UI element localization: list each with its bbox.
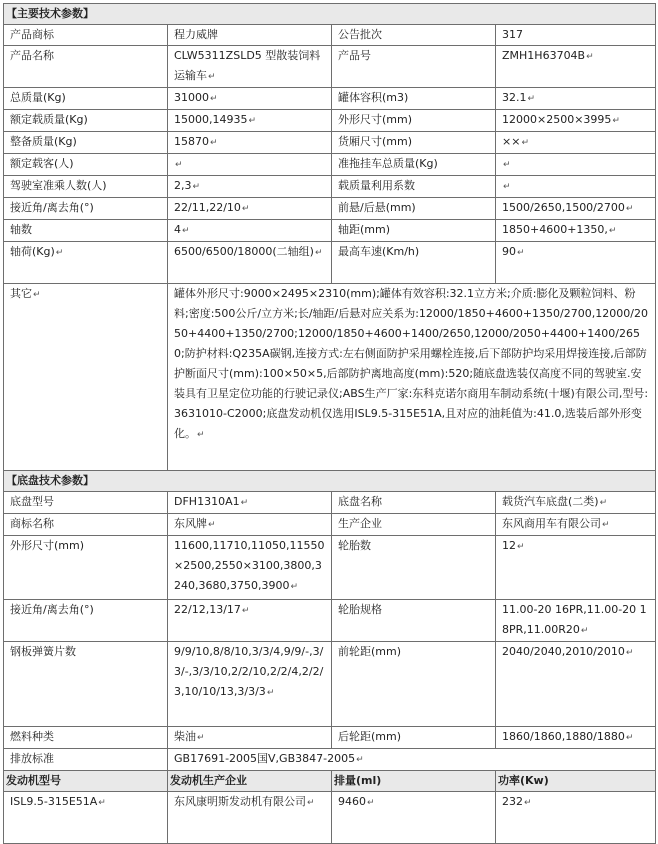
param-value: [496, 727, 656, 749]
param-value-text: ZMH1H63704B: [502, 49, 586, 62]
param-value-text: 22/12,13/17: [174, 603, 241, 616]
param-value: [168, 154, 332, 176]
param-value: [496, 642, 656, 727]
param-value: [496, 514, 656, 536]
param-value-text: 2040/2040,2010/2010: [502, 645, 625, 658]
param-label: [332, 88, 496, 110]
param-value-text: 31000: [174, 91, 209, 104]
param-value: [168, 25, 332, 46]
emission-value: [168, 749, 656, 771]
param-label-text: 后轮距(mm): [338, 730, 402, 743]
param-label: [4, 110, 168, 132]
param-label-text: 前悬/后悬(mm): [338, 201, 416, 214]
param-label: [4, 132, 168, 154]
param-value: [168, 132, 332, 154]
engine-column-header-text: 发动机型号: [6, 774, 61, 787]
param-label-text: 最高车速(Km/h): [338, 245, 420, 258]
param-value: [496, 88, 656, 110]
param-label: [4, 492, 168, 514]
param-value: [168, 727, 332, 749]
param-label-text: 额定载质量(Kg): [10, 113, 88, 126]
param-label-text: 外形尺寸(mm): [10, 539, 85, 552]
param-label-text: 额定载客(人): [10, 157, 74, 170]
param-value-text: 东风牌: [174, 517, 207, 530]
param-label-text: 准拖挂车总质量(Kg): [338, 157, 438, 170]
paragraph-mark-icon: ↵: [241, 204, 250, 214]
param-value-text: ××: [502, 135, 521, 148]
param-label: [4, 600, 168, 642]
param-value: [168, 642, 332, 727]
engine-column-header: [496, 771, 656, 792]
param-value: [168, 46, 332, 88]
param-value-text: 1500/2650,1500/2700: [502, 201, 625, 214]
param-value-text: 22/11,22/10: [174, 201, 241, 214]
spec-table-body: [4, 4, 656, 844]
main-params-header-title: [4, 4, 656, 25]
table-row: [4, 536, 656, 600]
param-label: [4, 642, 168, 727]
param-label-text: 产品商标: [10, 28, 54, 41]
paragraph-mark-icon: ↵: [356, 755, 364, 765]
table-row: [4, 176, 656, 198]
table-row: [4, 492, 656, 514]
paragraph-mark-icon: ↵: [521, 138, 529, 148]
paragraph-mark-icon: ↵: [98, 798, 106, 808]
param-value-text: 90: [502, 245, 516, 258]
param-value-text: 柴油: [174, 730, 196, 743]
paragraph-mark-icon: ↵: [240, 498, 249, 508]
param-label: [332, 727, 496, 749]
engine-value-text: 东风康明斯发动机有限公司: [174, 795, 306, 808]
engine-column-header: [168, 771, 332, 792]
param-value: [496, 220, 656, 242]
param-value-text: 2,3: [174, 179, 192, 192]
engine-column-header-text: 发动机生产企业: [170, 774, 247, 787]
param-label: [332, 242, 496, 284]
paragraph-mark-icon: ↵: [580, 626, 589, 636]
param-label: [332, 110, 496, 132]
paragraph-mark-icon: ↵: [367, 798, 375, 808]
paragraph-mark-icon: ↵: [314, 248, 323, 258]
engine-column-header: [332, 771, 496, 792]
param-value: [496, 132, 656, 154]
other-label: [4, 284, 168, 471]
param-value: [496, 242, 656, 284]
table-row: [4, 514, 656, 536]
table-row: [4, 242, 656, 284]
param-label: [4, 514, 168, 536]
param-label-text: 产品号: [338, 49, 371, 62]
param-value-text: 15870: [174, 135, 209, 148]
param-value-text: CLW5311ZSLD5 型散装饲料运输车: [174, 49, 321, 82]
param-label: [332, 492, 496, 514]
paragraph-mark-icon: ↵: [608, 226, 617, 236]
param-label-text: 驾驶室准乘人数(人): [10, 179, 107, 192]
table-row: [4, 198, 656, 220]
engine-value-text: 232: [502, 795, 523, 808]
table-row: [4, 220, 656, 242]
paragraph-mark-icon: ↵: [625, 204, 634, 214]
paragraph-mark-icon: ↵: [182, 226, 190, 236]
param-value: [168, 242, 332, 284]
param-value-text: 12: [502, 539, 516, 552]
param-label: [4, 536, 168, 600]
param-label-text: 商标名称: [10, 517, 54, 530]
param-value-text: 1860/1860,1880/1880: [502, 730, 625, 743]
param-label-text: 轴荷(Kg): [10, 245, 55, 258]
engine-column-header-text: 排量(ml): [334, 774, 382, 787]
chassis-params-header-title-text: 【底盘技术参数】: [6, 474, 94, 487]
other-text: [168, 284, 656, 471]
param-label-text: 底盘名称: [338, 495, 382, 508]
emission-label: [4, 749, 168, 771]
param-value: [168, 198, 332, 220]
param-label: [4, 46, 168, 88]
param-label: [332, 536, 496, 600]
emission-value-text: GB17691-2005国Ⅴ,GB3847-2005: [174, 752, 356, 765]
param-label: [4, 88, 168, 110]
table-row: [4, 132, 656, 154]
table-row: [4, 110, 656, 132]
param-label: [4, 154, 168, 176]
engine-value-text: ISL9.5-315E51A: [10, 795, 98, 808]
paragraph-mark-icon: ↵: [625, 648, 634, 658]
engine-column-header-text: 功率(Kw): [498, 774, 549, 787]
paragraph-mark-icon: ↵: [241, 606, 250, 616]
param-value-text: 32.1: [502, 91, 527, 104]
param-label-text: 钢板弹簧片数: [10, 645, 76, 658]
param-label: [332, 600, 496, 642]
param-value-text: 11600,11710,11050,11550×2500,2550×3100,3800,3240,3680,3750,3900: [174, 539, 325, 592]
param-value: [168, 176, 332, 198]
param-value: [168, 514, 332, 536]
paragraph-mark-icon: ↵: [527, 94, 536, 104]
param-value-text: 东风商用车有限公司: [502, 517, 601, 530]
param-label-text: 货厢尺寸(mm): [338, 135, 413, 148]
param-label-text: 轴数: [10, 223, 32, 236]
param-label-text: 前轮距(mm): [338, 645, 402, 658]
param-value-text: 9/9/10,8/8/10,3/3/4,9/9/-,3/3/-,3/3/10,2/2/10,2/2/4,2/2/3,10/10/13,3/3/3: [174, 645, 324, 698]
param-value-text: 6500/6500/18000(二轴组): [174, 245, 314, 258]
emission-row: [4, 749, 656, 771]
param-label: [332, 25, 496, 46]
param-value: [496, 492, 656, 514]
param-value-text: 15000,14935: [174, 113, 248, 126]
paragraph-mark-icon: ↵: [208, 520, 216, 530]
param-value: [168, 88, 332, 110]
param-value: [168, 536, 332, 600]
param-label-text: 外形尺寸(mm): [338, 113, 413, 126]
paragraph-mark-icon: ↵: [599, 498, 608, 508]
param-value: [168, 110, 332, 132]
param-value: [496, 154, 656, 176]
paragraph-mark-icon: ↵: [503, 182, 511, 192]
param-label-text: 轮胎数: [338, 539, 371, 552]
paragraph-mark-icon: ↵: [248, 116, 257, 126]
param-value: [496, 25, 656, 46]
param-value-text: 程力威牌: [174, 28, 218, 41]
paragraph-mark-icon: ↵: [208, 72, 216, 82]
paragraph-mark-icon: ↵: [517, 248, 525, 258]
paragraph-mark-icon: ↵: [503, 160, 511, 170]
param-label: [332, 132, 496, 154]
param-label: [332, 46, 496, 88]
paragraph-mark-icon: ↵: [197, 430, 205, 440]
param-label: [4, 220, 168, 242]
chassis-params-header: [4, 471, 656, 492]
param-value-text: 4: [174, 223, 181, 236]
paragraph-mark-icon: ↵: [602, 520, 610, 530]
param-value-text: 317: [502, 28, 523, 41]
paragraph-mark-icon: ↵: [210, 138, 218, 148]
param-label: [4, 242, 168, 284]
paragraph-mark-icon: ↵: [192, 182, 201, 192]
paragraph-mark-icon: ↵: [175, 160, 183, 170]
paragraph-mark-icon: ↵: [625, 733, 634, 743]
table-row: [4, 727, 656, 749]
paragraph-mark-icon: ↵: [290, 582, 299, 592]
paragraph-mark-icon: ↵: [210, 94, 218, 104]
param-label-text: 罐体容积(m3): [338, 91, 409, 104]
param-label-text: 燃料种类: [10, 730, 54, 743]
paragraph-mark-icon: ↵: [307, 798, 315, 808]
emission-label-text: 排放标准: [10, 752, 54, 765]
param-label: [332, 176, 496, 198]
paragraph-mark-icon: ↵: [33, 290, 41, 300]
param-label-text: 轮胎规格: [338, 603, 382, 616]
param-value: [168, 220, 332, 242]
param-label: [332, 198, 496, 220]
param-label: [4, 727, 168, 749]
param-label: [4, 25, 168, 46]
param-value: [496, 110, 656, 132]
param-value-text: DFH1310A1: [174, 495, 240, 508]
table-row: [4, 88, 656, 110]
param-label-text: 公告批次: [338, 28, 382, 41]
param-value-text: 1850+4600+1350,: [502, 223, 608, 236]
table-row: [4, 46, 656, 88]
paragraph-mark-icon: ↵: [197, 733, 205, 743]
param-label: [4, 198, 168, 220]
param-label: [4, 176, 168, 198]
param-label: [332, 220, 496, 242]
param-value-text: 11.00-20 16PR,11.00-20 18PR,11.00R20: [502, 603, 647, 636]
engine-header-row: [4, 771, 656, 792]
main-params-header-title-text: 【主要技术参数】: [6, 7, 94, 20]
table-row: [4, 154, 656, 176]
param-value: [496, 536, 656, 600]
param-label-text: 产品名称: [10, 49, 54, 62]
other-row: [4, 284, 656, 471]
param-value: [496, 46, 656, 88]
spec-table: [3, 3, 656, 844]
param-label-text: 总质量(Kg): [10, 91, 66, 104]
param-label-text: 生产企业: [338, 517, 382, 530]
paragraph-mark-icon: ↵: [517, 542, 525, 552]
paragraph-mark-icon: ↵: [586, 52, 594, 62]
chassis-params-header-title: [4, 471, 656, 492]
param-label-text: 轴距(mm): [338, 223, 391, 236]
param-value: [496, 198, 656, 220]
param-value-text: 12000×2500×3995: [502, 113, 612, 126]
paragraph-mark-icon: ↵: [266, 688, 275, 698]
table-row: [4, 25, 656, 46]
param-label: [332, 514, 496, 536]
table-row: [4, 642, 656, 727]
paragraph-mark-icon: ↵: [612, 116, 620, 126]
param-value-text: 载货汽车底盘(二类): [502, 495, 599, 508]
param-label: [332, 642, 496, 727]
other-label-text: 其它: [10, 287, 32, 300]
table-row: [4, 600, 656, 642]
param-label-text: 接近角/离去角(°): [10, 603, 94, 616]
param-value: [168, 492, 332, 514]
paragraph-mark-icon: ↵: [524, 798, 532, 808]
param-value: [496, 176, 656, 198]
param-label-text: 底盘型号: [10, 495, 54, 508]
param-value: [168, 600, 332, 642]
param-label-text: 整备质量(Kg): [10, 135, 77, 148]
param-label-text: 载质量利用系数: [338, 179, 415, 192]
paragraph-mark-icon: ↵: [55, 248, 64, 258]
engine-column-header: [4, 771, 168, 792]
other-text-text: 罐体外形尺寸:9000×2495×2310(mm);罐体有效容积:32.1立方米;介质:膨化及颗粒饲料、粉料;密度:500公斤/立方米;长/轴距/后悬对应关系为:12000/1850+4600+1350/2700,12000/2050+4400+1350/2700;12000/1850+4600+1400/2650,12000/2050+4400+1400/2650;防护材料:Q235A碳钢,连接方式:左右侧面防护采用螺栓连接,后下部防护均采用焊接连接,后部防护断面尺寸(mm):100×50×5,后部防护离地高度(mm):520;随底盘选装仅高度不同的驾驶室.安装具有卫星定位功能的行驶记录仪;ABS生产厂家:东科克诺尔商用车制动系统(十堰)有限公司,型号:3631010-C2000;底盘发动机仅选用ISL9.5-315E51A,且对应的油耗值为:41.0,选装后部外形变化。: [174, 287, 649, 440]
param-label: [332, 154, 496, 176]
param-label-text: 接近角/离去角(°): [10, 201, 94, 214]
main-params-header: [4, 4, 656, 25]
param-value: [496, 600, 656, 642]
engine-value-text: 9460: [338, 795, 366, 808]
